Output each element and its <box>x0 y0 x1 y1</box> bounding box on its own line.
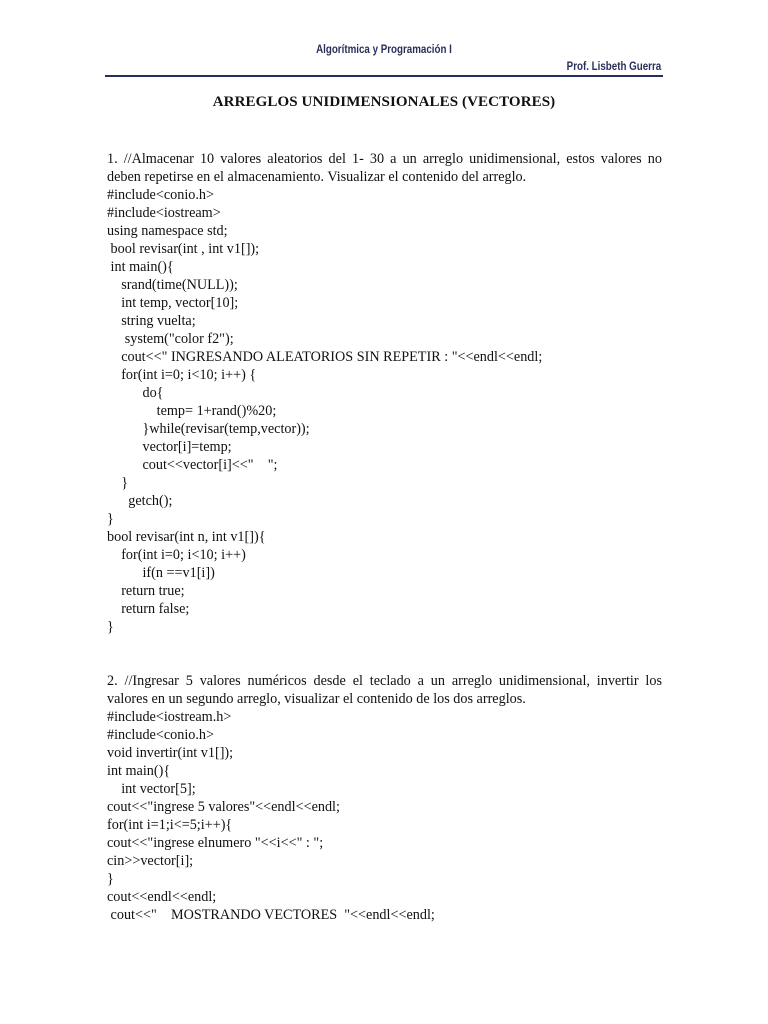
code-line: int temp, vector[10]; <box>107 295 239 311</box>
code-line: if(n ==v1[i]) <box>107 565 215 581</box>
code-line: for(int i=0; i<10; i++) <box>107 547 246 563</box>
code-line: cout<<"ingrese elnumero "<<i<<" : "; <box>107 835 324 851</box>
code-line: do{ <box>107 385 164 401</box>
code-line: } <box>107 511 114 527</box>
code-line: temp= 1+rand()%20; <box>107 403 277 419</box>
code-line: int vector[5]; <box>107 781 196 797</box>
exercise-1-code <box>107 186 662 636</box>
section-gap <box>107 636 662 672</box>
code-line: bool revisar(int n, int v1[]){ <box>107 529 266 545</box>
code-line: return true; <box>107 583 185 599</box>
code-line: getch(); <box>107 493 173 509</box>
code-line: bool revisar(int , int v1[]); <box>107 241 260 257</box>
code-line: using namespace std; <box>107 223 228 239</box>
code-line: string vuelta; <box>107 313 196 329</box>
code-line: cout<<"ingrese 5 valores"<<endl<<endl; <box>107 799 340 815</box>
header-divider <box>105 75 663 77</box>
code-line: #include<iostream.h> <box>107 709 232 725</box>
course-title: Algorítmica y Programación I <box>316 44 452 56</box>
code-line: cout<<endl<<endl; <box>107 889 217 905</box>
code-line: srand(time(NULL)); <box>107 277 238 293</box>
code-line: system("color f2"); <box>107 331 234 347</box>
code-line: for(int i=0; i<10; i++) { <box>107 367 257 383</box>
code-line: #include<conio.h> <box>107 727 215 743</box>
code-line: int main(){ <box>107 763 171 779</box>
exercise-2-statement: 2. //Ingresar 5 valores numéricos desde el teclado a un arreglo unidimensional, invertir los valores en un segundo arreglo, visualizar el contenido de los dos arreglos. <box>107 673 662 707</box>
code-line: #include<iostream> <box>107 205 221 221</box>
professor-name: Prof. Lisbeth Guerra <box>566 61 661 73</box>
page-header <box>105 40 663 80</box>
code-line: } <box>107 871 114 887</box>
code-line: }while(revisar(temp,vector)); <box>107 421 310 437</box>
code-line: } <box>107 475 128 491</box>
document-title: ARREGLOS UNIDIMENSIONALES (VECTORES) <box>212 94 556 110</box>
code-line: void invertir(int v1[]); <box>107 745 234 761</box>
code-line: cout<<" INGRESANDO ALEATORIOS SIN REPETIR : "<<endl<<endl; <box>107 349 543 365</box>
code-line: return false; <box>107 601 190 617</box>
code-line: cout<<" MOSTRANDO VECTORES "<<endl<<endl; <box>107 907 435 923</box>
code-line: cout<<vector[i]<<" "; <box>107 457 278 473</box>
code-line: vector[i]=temp; <box>107 439 232 455</box>
code-line: for(int i=1;i<=5;i++){ <box>107 817 233 833</box>
code-line: } <box>107 619 114 635</box>
exercise-2-code <box>107 708 662 924</box>
code-line: int main(){ <box>107 259 174 275</box>
document-body <box>107 150 662 924</box>
exercise-1-statement: 1. //Almacenar 10 valores aleatorios del 1- 30 a un arreglo unidimensional, estos valores no deben repetirse en el almacenamiento. Visualizar el contenido del arreglo. <box>107 151 662 185</box>
code-line: #include<conio.h> <box>107 187 215 203</box>
code-line: cin>>vector[i]; <box>107 853 194 869</box>
